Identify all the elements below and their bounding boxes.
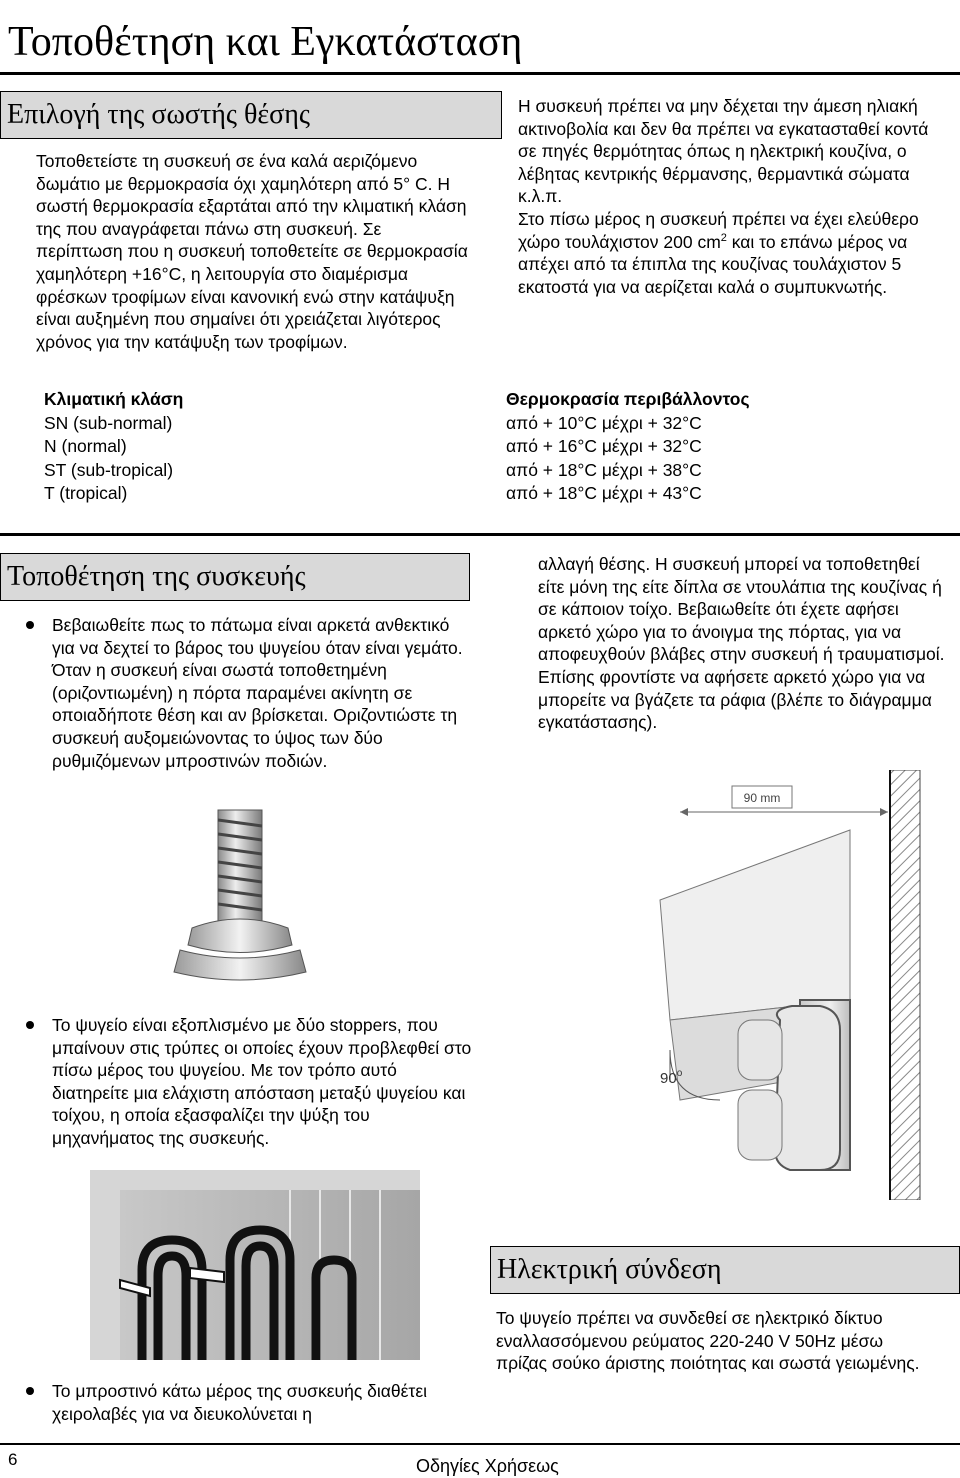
choose-position-right-text [518,95,950,298]
section-heading-choose-position: Επιλογή της σωστής θέσης [0,91,502,139]
electrical-paragraph: Το ψυγείο πρέπει να συνδεθεί σε ηλεκτρικό δίκτυο εναλλασσόμενου ρεύματος 220-240 V 50Hz μέσω πρίζας σούκο άριστης ποιότητας και σωστά γειωμένης. [496,1308,920,1374]
temperature-cell: από + 18°C μέχρι + 38°C [506,459,702,480]
climate-class-table [44,389,750,507]
clearance-sup: 2 [720,231,727,244]
table-row [44,460,750,484]
temperature-cell: από + 16°C μέχρι + 32°C [506,436,702,456]
placement-right-paragraph: αλλαγή θέσης. Η συσκευή μπορεί να τοποθετηθεί είτε μόνη της είτε δίπλα σε ντουλάπια της κουζίνας ή σε κάποιον τοίχο. Βεβαιωθείτε ότι έχετε αφήσει αρκετό χώρο για το άνοιγμα της πόρτας, για να αποφευχθούν βλάβες στην συσκευή ή τραυματισμοί. Επίσης φροντίστε να αφήσετε αρκετό χώρο για να μπορείτε να βγάζετε τα ράφια (βλέπε το διάγραμμα εγκατάστασης). [538,554,945,733]
list-item [24,1380,472,1425]
angle-value: 90 [660,1070,677,1087]
page-number: 6 [8,1450,18,1469]
stoppers-illustration [90,1160,420,1360]
section-rule [0,533,960,536]
placement-bullets-middle [24,1014,472,1150]
bullet-text: Βεβαιωθείτε πως το πάτωμα είναι αρκετά ανθεκτικό για να δεχτεί το βάρος του ψυγείου όταν είναι γεμάτο. Όταν η συσκευή είναι σωστά τοποθετημένη (οριζοντιωμένη) η πόρτα παραμένει ακίνητη σε οποιαδήποτε θέση και αν βρίσκεται. Οριζοντιώστε τη συσκευή αυξομειώνοντας το ύψος των δύο ρυθμιζόμενων μπροστινών ποδιών. [52,615,463,771]
climate-class-cell: N (normal) [44,436,127,456]
table-header-row [44,389,750,413]
distance-label: 90 mm [743,791,781,805]
temperature-cell: από + 18°C μέχρι + 43°C [506,483,702,503]
header-ambient-temperature: Θερμοκρασία περιβάλλοντος [506,389,750,409]
page-title: Τοποθέτηση και Εγκατάσταση [8,19,523,65]
clearance-paragraph [518,208,950,298]
sunlight-paragraph: Η συσκευή πρέπει να μην δέχεται την άμεση ηλιακή ακτινοβολία και δεν θα πρέπει να εγκατασταθεί κοντά σε πηγές θερμότητας όπως η ηλεκτρική κουζίνα, ο λέβητας κεντρικής θέρμανσης, θερμαντικά σώματα κ.λ.π. [518,96,929,207]
section-heading-electrical: Ηλεκτρική σύνδεση [490,1246,960,1294]
clearance-text-b: και το επάνω μέρος να απέχει από τα έπιπλα της κουζίνας τουλάχιστον 5 εκατοστά για να αερίζεται καλά ο συμπυκνωτής. [518,231,908,297]
bullet-text: Το ψυγείο είναι εξοπλισμένο με δύο stoppers, που μπαίνουν στις τρύπες οι οποίες έχουν προβλεφθεί στο πίσω μέρος του ψυγείου. Με τον τρόπο αυτό διατηρείτε μια ελάχιστη απόσταση μεταξύ ψυγείου και τοίχου, η οποία εξασφαλίζει την ψύξη του μηχανήματος της συσκευής. [52,1015,472,1148]
list-item [24,614,472,772]
temperature-cell: από + 10°C μέχρι + 32°C [506,412,702,433]
choose-position-left-paragraph: Τοποθετείστε τη συσκευή σε ένα καλά αεριζόμενο δωμάτιο με θερμοκρασία όχι χαμηλότερη από 5° C. Η σωστή θερμοκρασία εξαρτάται από την κλιματική κλάση της που αναγράφεται πάνω στη συσκευή. Σε περίπτωση που η συσκευή τοποθετείτε σε θερμοκρασία χαμηλότερη +16°C, η λειτουργία στο διαμέρισμα φρέσκων τροφίμων είναι κανονική ενώ στην κατάψυξη είναι αυξημένη που σημαίνει ότι χρειάζεται λιγότερος χρόνος για την κατάψυξη των τροφίμων. [36,151,468,352]
placement-bullets-bottom [24,1380,472,1425]
angle-degree-sup: o [676,1068,683,1079]
bullet-text: Το μπροστινό κάτω μέρος της συσκευής διαθέτει χειρολαβές για να διευκολύνεται η [52,1381,428,1424]
table-row [44,413,750,437]
table-row [44,483,750,507]
header-climate-class: Κλιματική κλάση [44,389,184,409]
bullet-icon [26,1021,34,1029]
leveling-foot-illustration [140,800,350,990]
section-heading-placement: Τοποθέτηση της συσκευής [0,553,470,601]
footer-rule [0,1443,960,1445]
title-rule [0,72,960,75]
bullet-icon [26,1387,34,1395]
climate-class-cell: SN (sub-normal) [44,412,173,433]
clearance-text-a: Στο πίσω μέρος η συσκευή πρέπει να έχει ελεύθερο χώρο τουλάχιστον 200 cm [518,208,919,252]
footer-text: Οδηγίες Χρήσεως [416,1456,559,1476]
bullet-icon [26,621,34,629]
placement-bullets-top [24,614,472,772]
list-item [24,1014,472,1150]
table-row [44,436,750,460]
installation-diagram [520,770,950,1200]
climate-class-cell: ST (sub-tropical) [44,459,174,480]
climate-class-cell: T (tropical) [44,483,128,503]
